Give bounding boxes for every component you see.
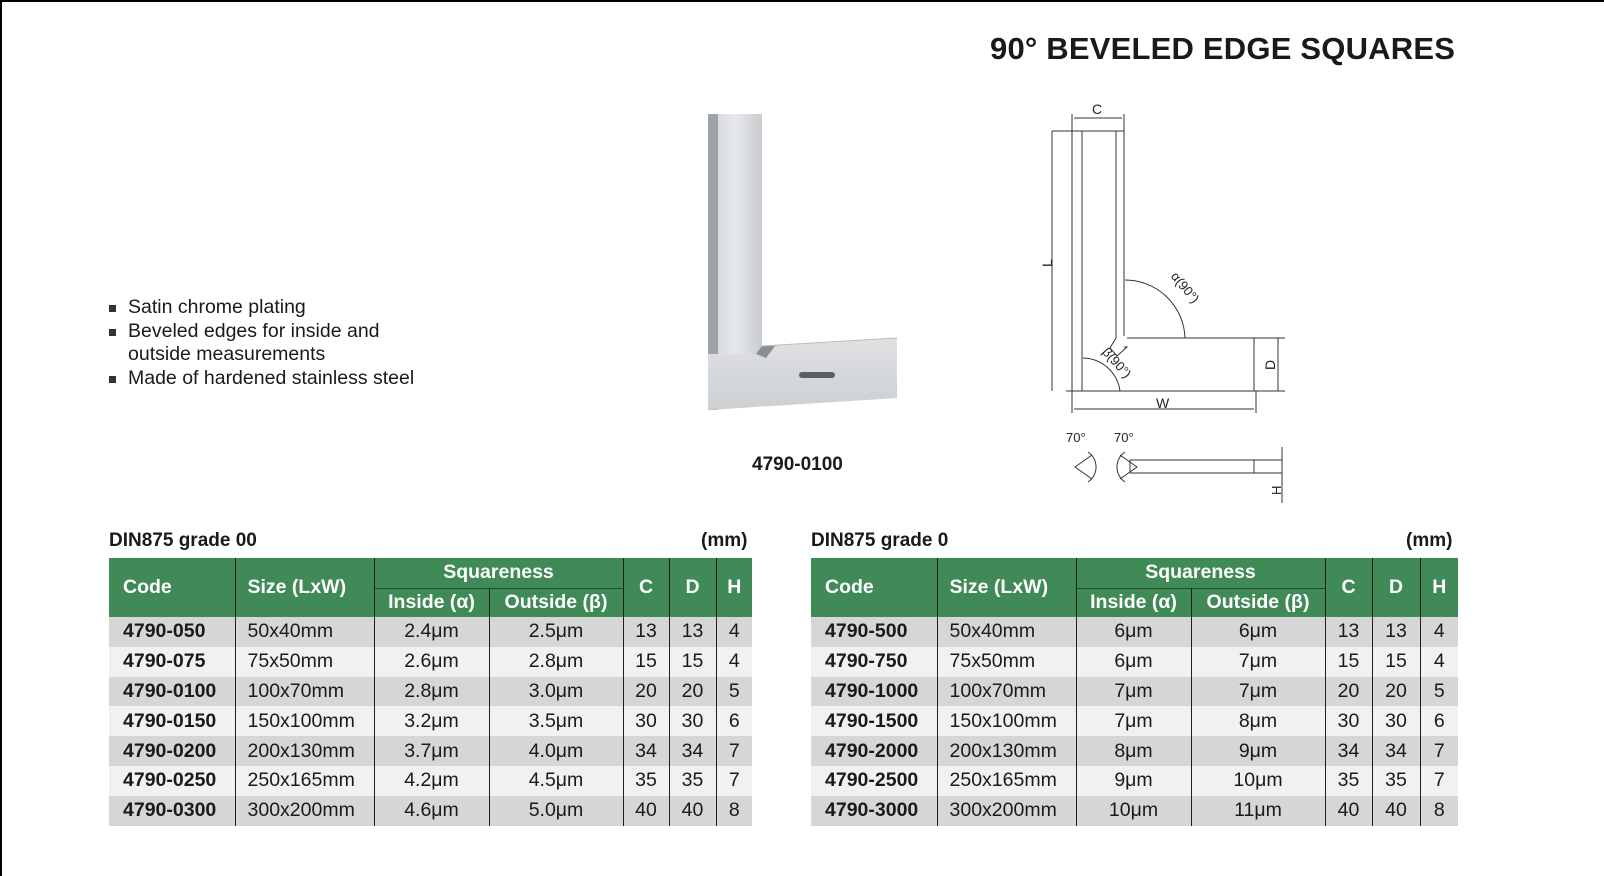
table-row: 4790-500 50x40mm 6μm 6μm 13 13 4 (811, 617, 1458, 647)
col-header-d: D (1372, 558, 1420, 617)
feature-list (107, 296, 418, 390)
dimension-label-d: D (1262, 359, 1278, 370)
technical-diagram (1030, 95, 1300, 515)
brand-mark-icon (799, 372, 835, 378)
table-row: 4790-0100 100x70mm 2.8μm 3.0μm 20 20 5 (109, 677, 752, 707)
table-row: 4790-2000 200x130mm 8μm 9μm 34 34 7 (811, 736, 1458, 766)
col-header-code: Code (811, 558, 937, 617)
bevel-angle-right: 70° (1114, 430, 1134, 445)
table-row: 4790-0300 300x200mm 4.6μm 5.0μm 40 40 8 (109, 796, 752, 826)
table-row: 4790-1000 100x70mm 7μm 7μm 20 20 5 (811, 677, 1458, 707)
col-header-squareness: Squareness (1076, 558, 1325, 588)
table-row: 4790-0250 250x165mm 4.2μm 4.5μm 35 35 7 (109, 766, 752, 796)
feature-item: Beveled edges for inside and outside measurements (107, 320, 418, 367)
col-header-c: C (1325, 558, 1372, 617)
col-header-squareness: Squareness (374, 558, 623, 588)
bullet-icon (109, 376, 116, 383)
col-header-h: H (716, 558, 752, 617)
col-header-inside: Inside (α) (374, 588, 489, 617)
table-row: 4790-1500 150x100mm 7μm 8μm 30 30 6 (811, 706, 1458, 736)
spec-table-grade0 (811, 558, 1458, 826)
col-header-inside: Inside (α) (1076, 588, 1191, 617)
table-row: 4790-0200 200x130mm 3.7μm 4.0μm 34 34 7 (109, 736, 752, 766)
feature-item: Made of hardened stainless steel (107, 367, 418, 391)
dimension-label-c: C (1092, 101, 1103, 117)
page-title: 90° BEVELED EDGE SQUARES (990, 31, 1456, 66)
table-title-grade0: DIN875 grade 0 (811, 530, 949, 551)
col-header-outside: Outside (β) (1191, 588, 1325, 617)
bevel-angle-left: 70° (1066, 430, 1086, 445)
col-header-size: Size (LxW) (937, 558, 1076, 617)
bullet-icon (109, 305, 116, 312)
col-header-h: H (1420, 558, 1458, 617)
dimension-label-l: L (1039, 259, 1055, 267)
table-row: 4790-075 75x50mm 2.6μm 2.8μm 15 15 4 (109, 647, 752, 677)
table-unit-grade0: (mm) (1406, 530, 1453, 551)
table-row: 4790-750 75x50mm 6μm 7μm 15 15 4 (811, 647, 1458, 677)
dimension-label-h: H (1269, 485, 1284, 495)
product-photo (700, 108, 905, 418)
col-header-c: C (623, 558, 669, 617)
table-title-grade00: DIN875 grade 00 (109, 530, 257, 551)
table-row: 4790-3000 300x200mm 10μm 11μm 40 40 8 (811, 796, 1458, 826)
col-header-d: D (669, 558, 716, 617)
table-unit-grade00: (mm) (701, 530, 748, 551)
angle-label-beta: β(90°) (1099, 344, 1135, 381)
col-header-size: Size (LxW) (235, 558, 374, 617)
table-row: 4790-050 50x40mm 2.4μm 2.5μm 13 13 4 (109, 617, 752, 647)
spec-table-grade00 (109, 558, 752, 826)
dimension-label-w: W (1156, 395, 1170, 411)
table-row: 4790-0150 150x100mm 3.2μm 3.5μm 30 30 6 (109, 706, 752, 736)
product-caption: 4790-0100 (752, 454, 843, 475)
angle-label-alpha: α(90°) (1167, 268, 1203, 306)
col-header-outside: Outside (β) (489, 588, 623, 617)
table-row: 4790-2500 250x165mm 9μm 10μm 35 35 7 (811, 766, 1458, 796)
bullet-icon (109, 329, 116, 336)
col-header-code: Code (109, 558, 235, 617)
feature-item: Satin chrome plating (107, 296, 418, 320)
